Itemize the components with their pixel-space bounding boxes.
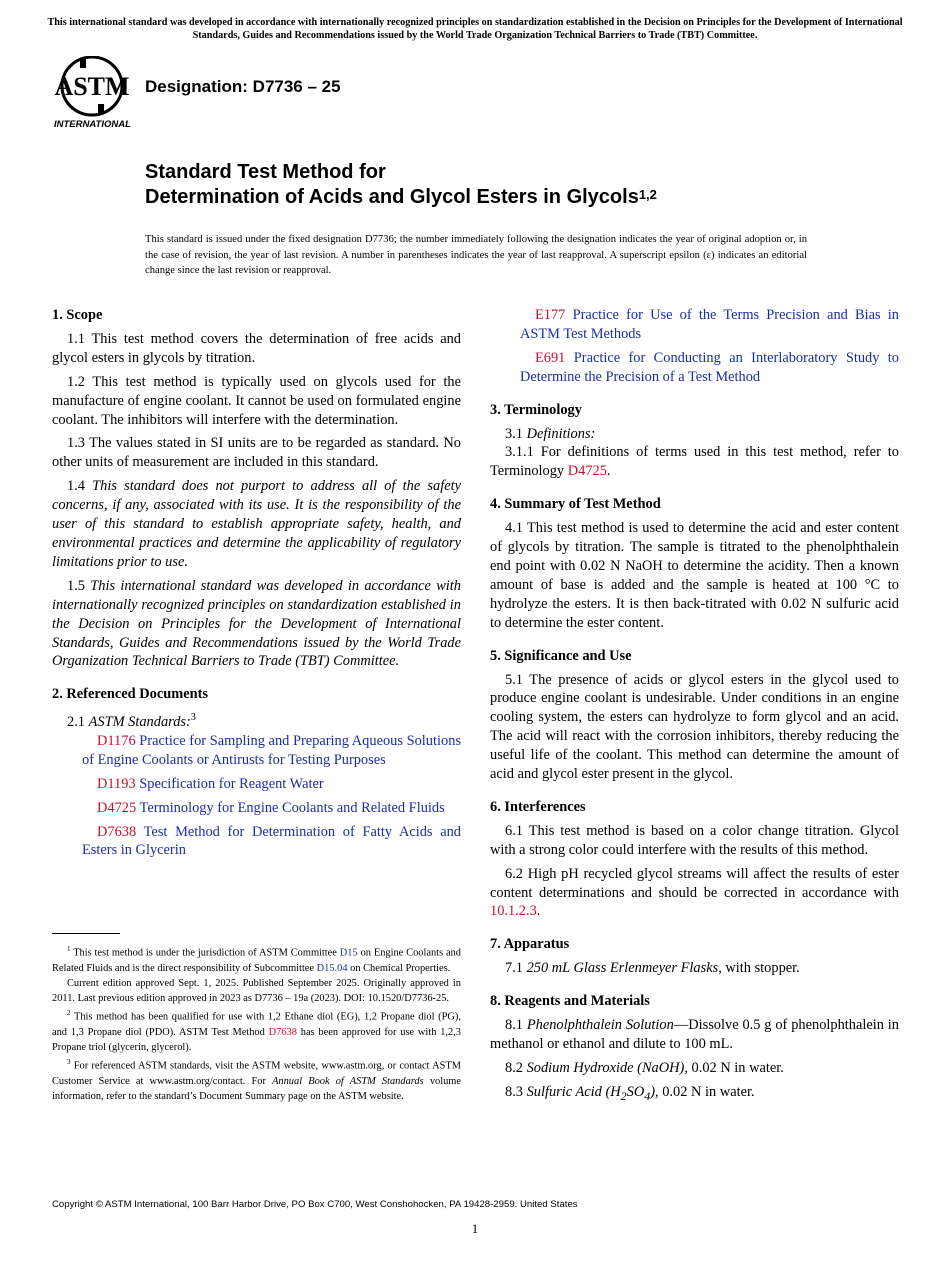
section-heading-apparatus: 7. Apparatus xyxy=(490,936,570,953)
ref-item-d1193[interactable]: D1193 Specification for Reagent Water xyxy=(97,775,324,792)
footnote-1: $^1$ This test method is under the jurisdiction of ASTM Committee D15 on Engine Coolants and Related Fluids and is the direct responsibility of Subcommittee D15.04 on Chemical Properties. xyxy=(52,945,461,974)
copyright-notice: Copyright © ASTM International, 100 Barr Harbor Drive, PO Box C700, West Conshohocken, PA 19428-2959. United States xyxy=(52,1199,578,1210)
left-column xyxy=(52,306,461,865)
link-d15[interactable]: D15 xyxy=(339,947,358,959)
para-5-1: 5.1 The presence of acids or glycol esters in the glycol used to produce engine coolant is undesirable. Under conditions in an engine cooling system, the esters can hydrolyze to form glycol and an acid. The acid will react with the corrosion inhibitors, thereby reducing the useful life of the coolant. This method can determine the amount of acid and glycol ester present in the glycol. xyxy=(490,671,899,783)
footnote-1-edition: Current edition approved Sept. 1, 2025. Published September 2025. Originally approved in 2011. Last previous edition approved in 2023 as D7736 – 19a (2023). DOI: 10.1520/D7736-25. xyxy=(52,977,461,1005)
header-notice: This international standard was developed in accordance with internationally recognized principles on standardization established in the Decision on Principles for the Development of International Standards, Guides and Recommendations issued by the World Trade Organization Technical Barriers to Trade (TBT) Committee. xyxy=(47,17,903,41)
title-line1: Standard Test Method for xyxy=(145,161,386,183)
para-1-4: 1.4 This standard does not purport to address all of the safety concerns, if any, associated with its use. It is the responsibility of the user of this standard to establish appropriate safety, health, and environmental practices and determine the applicability of regulatory limitations prior to use. xyxy=(52,478,461,570)
section-heading-interferences: 6. Interferences xyxy=(490,798,586,815)
para-1-5: 1.5 This international standard was developed in accordance with internationally recognized principles on standardization established in the Decision on Principles for the Development of International Standards, Guides and Recommendations issued by the World Trade Organization Technical Barriers to Trade (TBT) Committee. xyxy=(52,577,461,670)
logo-international-text: INTERNATIONAL xyxy=(54,119,131,130)
title-line2: Determination of Acids and Glycol Esters in Glycols$^{1,2}$ xyxy=(145,186,657,208)
para-1-2: 1.2 This test method is typically used on glycols used for the manufacture of engine coolant. It cannot be used on formulated engine coolant. The inhibitors will interfere with the determination. xyxy=(52,373,461,428)
para-3-1-1: 3.1.1 For definitions of terms used in this test method, refer to Terminology D4725. xyxy=(490,444,899,480)
section-heading-significance: 5. Significance and Use xyxy=(490,647,632,664)
para-1-1: 1.1 This test method covers the determination of free acids and glycol esters in glycols by titration. xyxy=(52,330,461,366)
footnote-divider xyxy=(52,933,120,934)
section-heading-summary: 4. Summary of Test Method xyxy=(490,496,661,513)
ref-item-d1176[interactable]: D1176 Practice for Sampling and Preparing Aqueous Solutions of Engine Coolants or Antirusts for Testing Purposes xyxy=(82,732,461,768)
link-d15-04[interactable]: D15.04 xyxy=(316,962,348,974)
ref-item-e691[interactable]: E691 Practice for Conducting an Interlaboratory Study to Determine the Precision of a Test Method xyxy=(520,349,899,385)
astm-logo xyxy=(52,56,136,134)
footnotes xyxy=(52,942,461,1104)
section-heading-terminology: 3. Terminology xyxy=(490,401,582,418)
svg-text:ASTM: ASTM xyxy=(54,72,130,101)
page-title xyxy=(145,160,865,210)
standard-issued-note: This standard is issued under the fixed designation D7736; the number immediately following the designation indicates the year of original adoption or, in the case of revision, the year of last revision. A number in parentheses indicates the year of last reapproval. A superscript epsilon (ε) indicates an editorial change since the last revision or reapproval. xyxy=(145,234,807,276)
para-6-2: 6.2 High pH recycled glycol streams will affect the results of ester content determinations and should be corrected in accordance with 10.1.2.3. xyxy=(490,865,899,920)
footnote-3: $^3$ For referenced ASTM standards, visit the ASTM website, www.astm.org, or contact ASTM Customer Service at www.astm.org/contact. For Annual Book of ASTM Standards volume information, refer to the standard’s Document Summary page on the ASTM website. xyxy=(52,1058,461,1103)
para-3-1: 3.1 Definitions: xyxy=(505,425,596,442)
designation: Designation: D7736 – 25 xyxy=(145,77,341,96)
para-8-2: 8.2 Sodium Hydroxide (NaOH), 0.02 N in water. xyxy=(505,1059,784,1076)
para-7-1: 7.1 250 mL Glass Erlenmeyer Flasks, with stopper. xyxy=(505,960,800,977)
right-column xyxy=(490,306,899,1111)
para-2-1: 2.1 ASTM Standards:$^3$ xyxy=(67,712,196,731)
footnote-ref-3[interactable]: 3 xyxy=(190,712,196,724)
link-d4725[interactable]: D4725 xyxy=(567,463,607,480)
ref-item-d7638[interactable]: D7638 Test Method for Determination of Fatty Acids and Esters in Glycerin xyxy=(82,823,461,859)
section-heading-scope: 1. Scope xyxy=(52,307,103,323)
para-8-3: 8.3 Sulfuric Acid $(H_2SO_4)$, 0.02 N in water. xyxy=(505,1083,755,1103)
page-number: 1 xyxy=(471,1221,479,1236)
section-heading-reagents: 8. Reagents and Materials xyxy=(490,993,650,1010)
title-footnote-ref[interactable]: 1,2 xyxy=(638,187,657,202)
para-4-1: 4.1 This test method is used to determine the acid and ester content of glycols by titration. The sample is titrated to the phenolphthalein end point with 0.02 N NaOH to determine the acidity. Then a known amount of base is added and the sample is heated at 100 °C to hydrolyze the esters. It is then back-titrated with 0.02 N sulfuric acid to determine the ester content. xyxy=(490,520,899,631)
para-6-1: 6.1 This test method is based on a color change titration. Glycol with a strong color could interfere with the results of this method. xyxy=(490,822,899,858)
ref-item-d4725[interactable]: D4725 Terminology for Engine Coolants and Related Fluids xyxy=(97,799,445,816)
ref-item-e177[interactable]: E177 Practice for Use of the Terms Precision and Bias in ASTM Test Methods xyxy=(520,307,899,342)
para-8-1: 8.1 Phenolphthalein Solution—Dissolve 0.5 g of phenolphthalein in methanol or ethanol and dilute to 100 mL. xyxy=(490,1017,899,1052)
section-heading-referenced: 2. Referenced Documents xyxy=(52,686,208,703)
link-d7638[interactable]: D7638 xyxy=(268,1026,297,1038)
link-10-1-2-3[interactable]: 10.1.2.3 xyxy=(490,903,537,920)
footnote-2: $^2$ This method has been qualified for use with 1,2 Ethane diol (EG), 1,2 Propane diol (PG), and 1,3 Propane diol (PDO). ASTM Test Method D7638 has been approved for use with 1,2,3 Propane triol (glycerin, glycerol). xyxy=(52,1009,461,1054)
para-1-3: 1.3 The values stated in SI units are to be regarded as standard. No other units of measurement are included in this standard. xyxy=(52,435,461,471)
